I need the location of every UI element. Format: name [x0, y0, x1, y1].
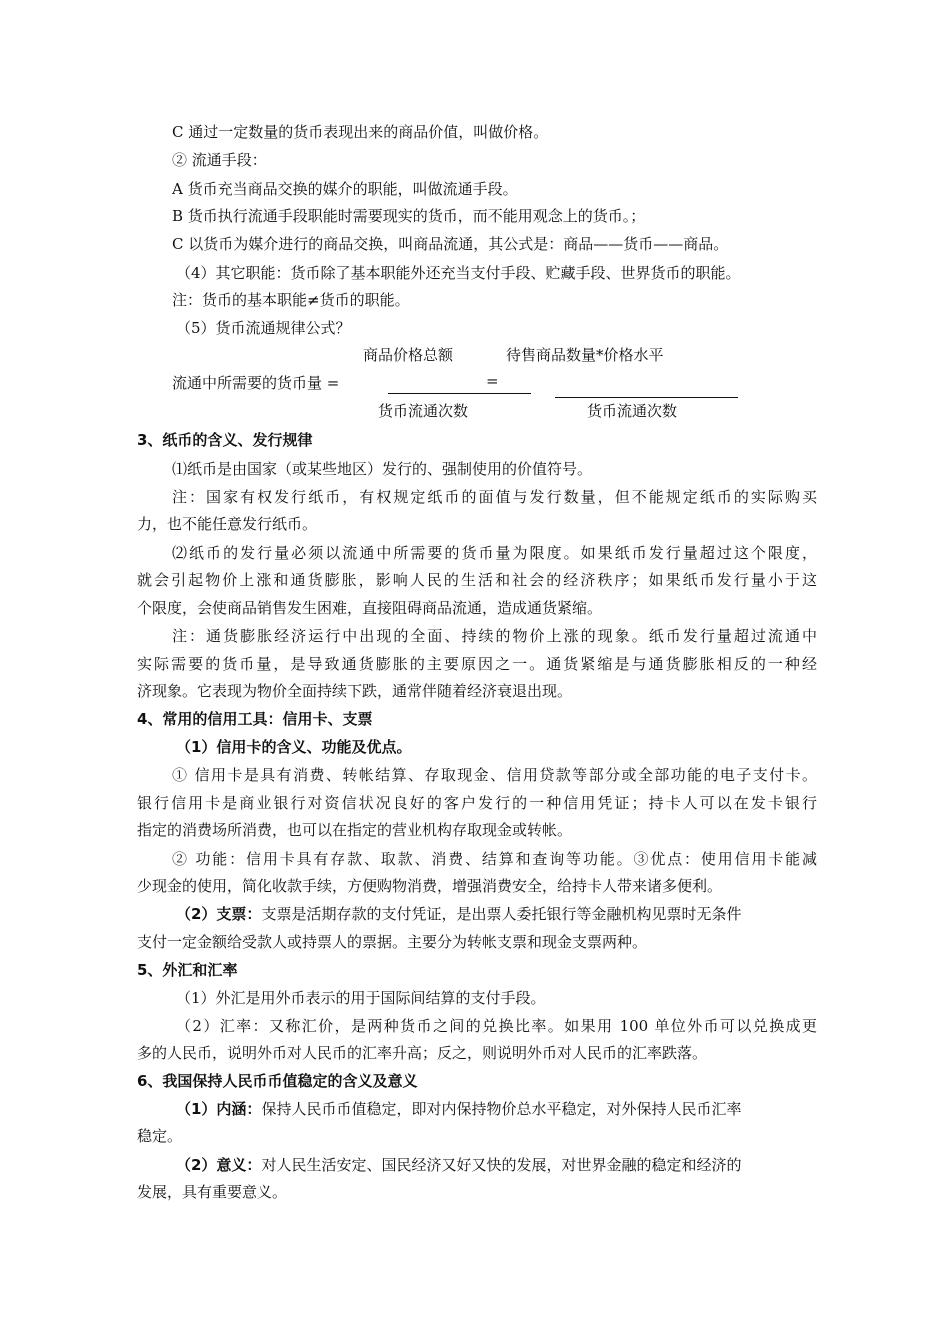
- text-line: 力，也不能任意发行纸币。: [137, 515, 318, 533]
- formula-numerator-1: 商品价格总额: [363, 346, 454, 364]
- formula-numerator-2: 待售商品数量*价格水平: [506, 346, 664, 364]
- text-line: （5）货币流通规律公式？: [176, 319, 351, 337]
- text-line: ⑴纸币是由国家（或某些地区）发行的、强制使用的价值符号。: [172, 460, 593, 478]
- section-heading: 5、外汇和汇率: [137, 961, 238, 979]
- text-line: [176, 1155, 817, 1175]
- text-line: 实际需要的货币量，是导致通货膨胀的主要原因之一。通货紧缩是与通货膨胀相反的一种经: [137, 655, 817, 673]
- text-line: 银行信用卡是商业银行对资信状况良好的客户发行的一种信用凭证；持卡人可以在发卡银行: [137, 794, 817, 812]
- section-heading: 4、常用的信用工具：信用卡、支票: [137, 710, 373, 728]
- subsection-label: （1）内涵：: [176, 1100, 262, 1118]
- fraction-bar-2: [555, 397, 738, 398]
- fraction-bar-1: [388, 393, 531, 394]
- text-line: （2）汇率：又称汇价，是两种货币之间的兑换比率。如果用 100 单位外币可以兑换成更: [176, 1017, 817, 1035]
- text-line: 注：国家有权发行纸币，有权规定纸币的面值与发行数量，但不能规定纸币的实际购买: [172, 488, 817, 506]
- text-line: 就会引起物价上涨和通货膨胀，影响人民的生活和社会的经济秩序；如果纸币发行量小于这: [137, 571, 817, 589]
- text-line: ① 信用卡是具有消费、转帐结算、存取现金、信用贷款等部分或全部功能的电子支付卡。: [172, 766, 817, 784]
- text-line: C 以货币为媒介进行的商品交换，叫商品流通，其公式是：商品——货币——商品。: [172, 235, 729, 253]
- text-line: 个限度，会使商品销售发生困难，直接阻碍商品流通，造成通货紧缩。: [137, 599, 603, 617]
- text-line: 济现象。它表现为物价全面持续下跌，通常伴随着经济衰退出现。: [137, 682, 573, 700]
- text-line: 注：通货膨胀经济运行中出现的全面、持续的物价上涨的现象。纸币发行量超过流通中: [172, 627, 817, 645]
- text-line: ② 流通手段：: [172, 151, 267, 169]
- text-line: B 货币执行流通手段职能时需要现实的货币，而不能用观念上的货币。；: [172, 207, 646, 225]
- text-line: 注：货币的基本职能≠货币的职能。: [172, 291, 410, 309]
- text-line: 多的人民币，说明外币对人民币的汇率升高；反之，则说明外币对人民币的汇率跌落。: [137, 1044, 708, 1062]
- text-line: 指定的消费场所消费，也可以在指定的营业机构存取现金或转帐。: [137, 821, 573, 839]
- text-line: 少现金的使用，简化收款手续，方便购物消费，增强消费安全，给持卡人带来诸多便利。: [137, 877, 723, 895]
- text-line: ② 功能：信用卡具有存款、取款、消费、结算和查询等功能。③优点：使用信用卡能减: [172, 850, 817, 868]
- text-line: C 通过一定数量的货币表现出来的商品价值，叫做价格。: [172, 123, 549, 141]
- text-line: 发展，具有重要意义。: [137, 1183, 288, 1201]
- text-span: 支票是活期存款的支付凭证，是出票人委托银行等金融机构见票时无条件: [261, 905, 742, 923]
- text-line: 支付一定金额给受款人或持票人的票据。主要分为转帐支票和现金支票两种。: [137, 933, 648, 951]
- text-line: （1）外汇是用外币表示的用于国际间结算的支付手段。: [176, 989, 546, 1007]
- formula-denominator-2: 货币流通次数: [587, 402, 678, 420]
- formula-denominator-1: 货币流通次数: [378, 402, 469, 420]
- text-line: [176, 904, 817, 924]
- section-heading: 3、纸币的含义、发行规律: [137, 431, 313, 449]
- text-line: （4）其它职能：货币除了基本职能外还充当支付手段、贮藏手段、世界货币的职能。: [176, 264, 741, 282]
- formula-lhs: 流通中所需要的货币量 =: [172, 374, 340, 392]
- subsection-label: （2）意义：: [176, 1156, 262, 1174]
- text-span: 对人民生活安定、国民经济又好又快的发展，对世界金融的稳定和经济的: [261, 1156, 742, 1174]
- text-line: 稳定。: [137, 1127, 183, 1145]
- section-heading: 6、我国保持人民币币值稳定的含义及意义: [137, 1072, 418, 1090]
- text-span: 保持人民币币值稳定，即对内保持物价总水平稳定，对外保持人民币汇率: [261, 1100, 742, 1118]
- formula-equals: =: [486, 372, 499, 390]
- text-line: A 货币充当商品交换的媒介的职能，叫做流通手段。: [172, 180, 518, 198]
- subsection-heading: （1）信用卡的含义、功能及优点。: [176, 738, 412, 756]
- subsection-label: （2）支票：: [176, 905, 262, 923]
- text-line: [176, 1099, 817, 1119]
- text-line: ⑵纸币的发行量必须以流通中所需要的货币量为限度。如果纸币发行量超过这个限度，: [172, 544, 817, 562]
